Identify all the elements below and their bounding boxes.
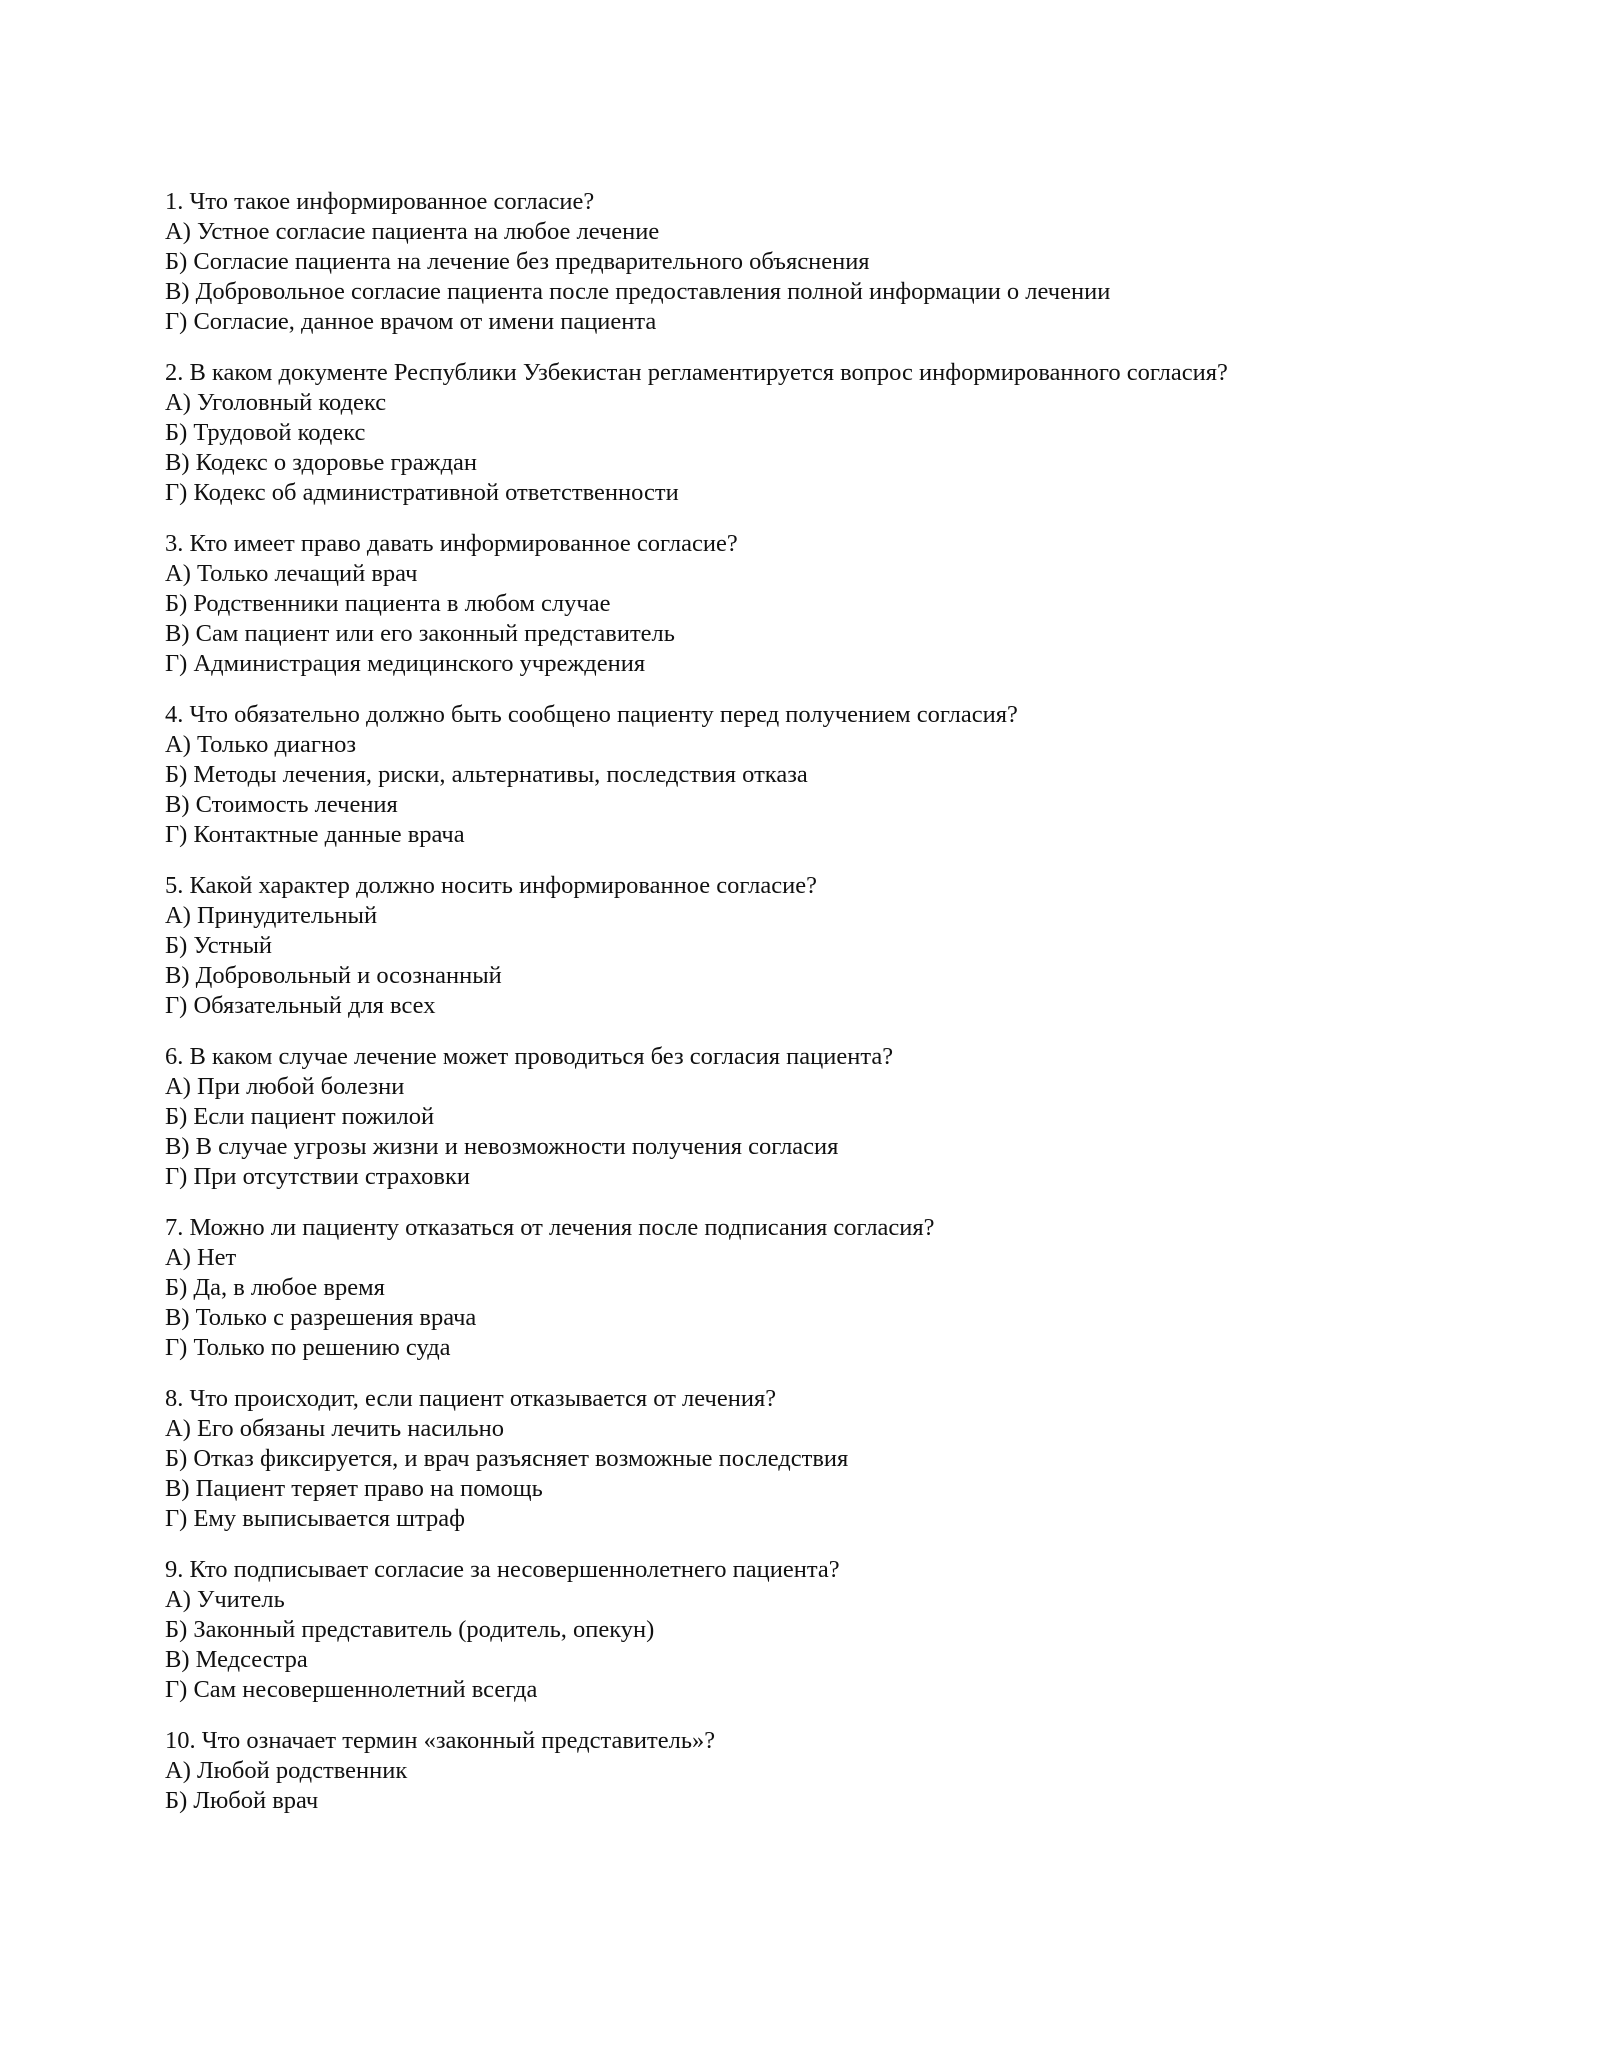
answer-option: Г) Обязательный для всех — [165, 992, 436, 1019]
answer-option: В) Кодекс о здоровье граждан — [165, 449, 478, 476]
answer-option: А) При любой болезни — [165, 1073, 405, 1100]
question-block-7 — [165, 1213, 1465, 1363]
question-block-6 — [165, 1042, 1465, 1192]
answer-option: Б) Отказ фиксируется, и врач разъясняет возможные последствия — [165, 1445, 849, 1472]
question-block-5 — [165, 871, 1465, 1021]
answer-option: А) Учитель — [165, 1586, 285, 1613]
question-text: 9. Кто подписывает согласие за несовершеннолетнего пациента? — [165, 1556, 840, 1583]
answer-option: В) В случае угрозы жизни и невозможности получения согласия — [165, 1133, 839, 1160]
answer-option: Б) Согласие пациента на лечение без предварительного объяснения — [165, 248, 870, 275]
answer-option: Г) При отсутствии страховки — [165, 1163, 471, 1190]
answer-option: В) Только с разрешения врача — [165, 1304, 477, 1331]
answer-option: А) Устное согласие пациента на любое лечение — [165, 218, 660, 245]
answer-option: Г) Кодекс об административной ответственности — [165, 479, 679, 506]
answer-option: Г) Контактные данные врача — [165, 821, 465, 848]
answer-option: Б) Устный — [165, 932, 273, 959]
answer-option: А) Нет — [165, 1244, 237, 1271]
question-block-3 — [165, 529, 1465, 679]
quiz-content — [165, 187, 1465, 1837]
answer-option: Б) Родственники пациента в любом случае — [165, 590, 611, 617]
question-text: 6. В каком случае лечение может проводиться без согласия пациента? — [165, 1043, 894, 1070]
answer-option: А) Его обязаны лечить насильно — [165, 1415, 505, 1442]
question-block-9 — [165, 1555, 1465, 1705]
answer-option: А) Уголовный кодекс — [165, 389, 387, 416]
answer-option: В) Медсестра — [165, 1646, 308, 1673]
question-text: 10. Что означает термин «законный представитель»? — [165, 1727, 716, 1754]
answer-option: Б) Если пациент пожилой — [165, 1103, 435, 1130]
question-text: 7. Можно ли пациенту отказаться от лечения после подписания согласия? — [165, 1214, 935, 1241]
answer-option: Г) Согласие, данное врачом от имени пациента — [165, 308, 657, 335]
answer-option: А) Принудительный — [165, 902, 378, 929]
answer-option: Б) Трудовой кодекс — [165, 419, 366, 446]
question-block-4 — [165, 700, 1465, 850]
question-text: 4. Что обязательно должно быть сообщено пациенту перед получением согласия? — [165, 701, 1018, 728]
answer-option: А) Любой родственник — [165, 1757, 408, 1784]
question-block-8 — [165, 1384, 1465, 1534]
question-block-1 — [165, 187, 1465, 337]
answer-option: А) Только диагноз — [165, 731, 356, 758]
question-text: 8. Что происходит, если пациент отказывается от лечения? — [165, 1385, 777, 1412]
question-block-10 — [165, 1726, 1465, 1816]
answer-option: В) Пациент теряет право на помощь — [165, 1475, 543, 1502]
answer-option: А) Только лечащий врач — [165, 560, 418, 587]
answer-option: Б) Любой врач — [165, 1787, 319, 1814]
answer-option: Б) Законный представитель (родитель, опекун) — [165, 1616, 655, 1643]
answer-option: Б) Методы лечения, риски, альтернативы, последствия отказа — [165, 761, 808, 788]
question-text: 3. Кто имеет право давать информированное согласие? — [165, 530, 738, 557]
answer-option: В) Добровольное согласие пациента после предоставления полной информации о лечении — [165, 278, 1111, 305]
answer-option: Г) Администрация медицинского учреждения — [165, 650, 646, 677]
answer-option: В) Стоимость лечения — [165, 791, 398, 818]
question-text: 5. Какой характер должно носить информированное согласие? — [165, 872, 817, 899]
answer-option: Б) Да, в любое время — [165, 1274, 385, 1301]
answer-option: В) Сам пациент или его законный представитель — [165, 620, 675, 647]
question-text: 1. Что такое информированное согласие? — [165, 188, 595, 215]
answer-option: Г) Только по решению суда — [165, 1334, 451, 1361]
question-text: 2. В каком документе Республики Узбекистан регламентируется вопрос информированного согласия? — [165, 359, 1228, 386]
answer-option: В) Добровольный и осознанный — [165, 962, 502, 989]
answer-option: Г) Сам несовершеннолетний всегда — [165, 1676, 538, 1703]
question-block-2 — [165, 358, 1465, 508]
answer-option: Г) Ему выписывается штраф — [165, 1505, 466, 1532]
